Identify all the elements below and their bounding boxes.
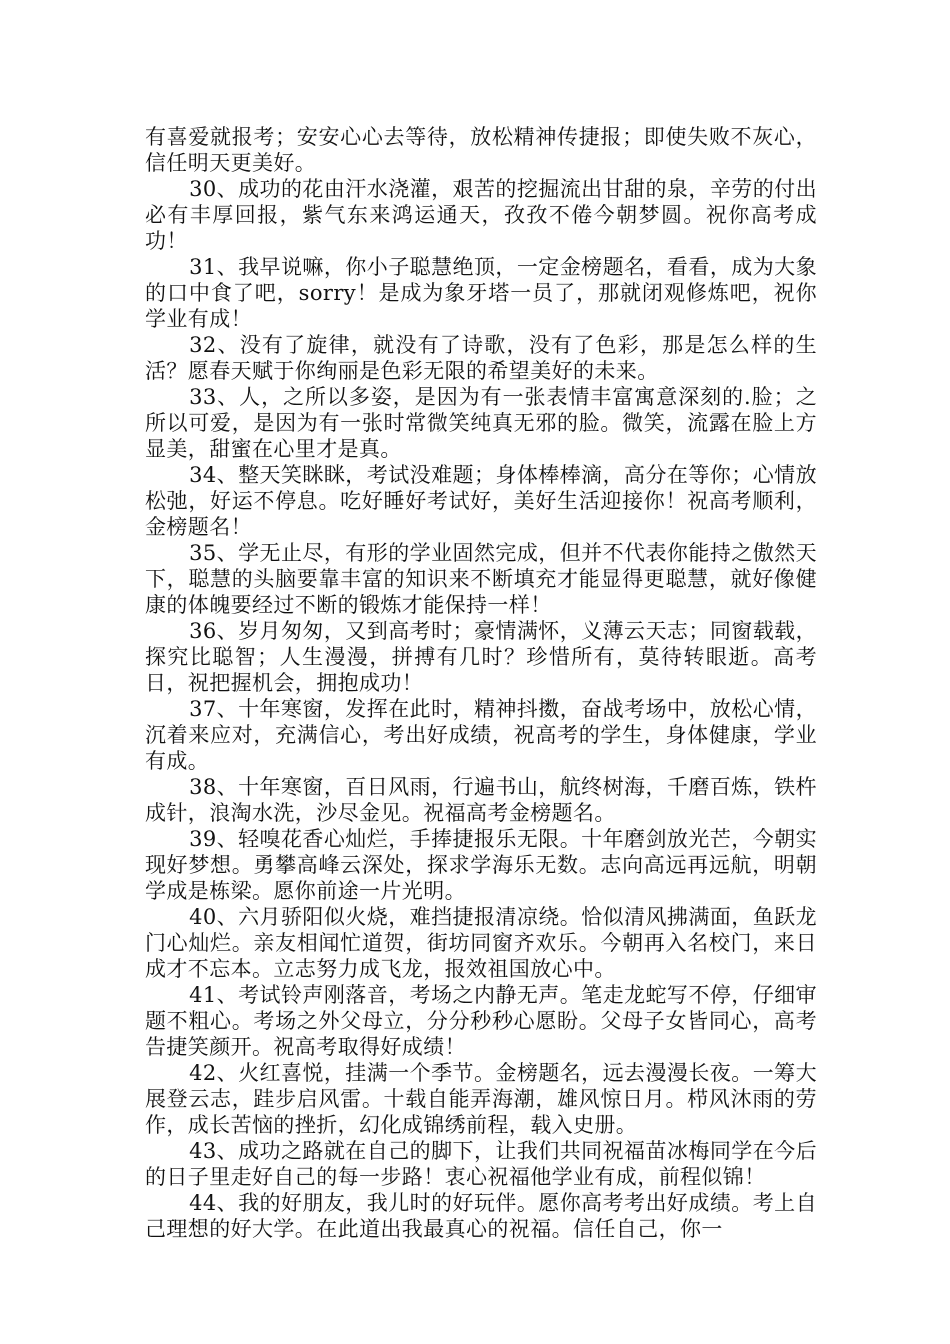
- paragraph-38: 38、十年寒窗，百日风雨，行遍书山，航终树海，千磨百炼，铁杵成针，浪淘水洗，沙尽金见。祝福高考金榜题名。: [145, 775, 817, 825]
- paragraph-34: 34、整天笑眯眯，考试没难题；身体棒棒滴，高分在等你；心情放松弛，好运不停息。吃好睡好考试好，美好生活迎接你！祝高考顺利，金榜题名！: [145, 463, 817, 539]
- paragraph-41: 41、考试铃声刚落音，考场之内静无声。笔走龙蛇写不停，仔细审题不粗心。考场之外父母立，分分秒秒心愿盼。父母子女皆同心，高考告捷笑颜开。祝高考取得好成绩！: [145, 983, 817, 1059]
- paragraph-33: 33、人，之所以多姿，是因为有一张表情丰富寓意深刻的.脸；之所以可爱，是因为有一张时常微笑纯真无邪的脸。微笑，流露在脸上方显美，甜蜜在心里才是真。: [145, 385, 817, 461]
- paragraph-30: 30、成功的花由汗水浇灌，艰苦的挖掘流出甘甜的泉，辛劳的付出必有丰厚回报，紫气东来鸿运通天，孜孜不倦今朝梦圆。祝你高考成功！: [145, 177, 817, 253]
- document-body: [145, 124, 817, 1242]
- paragraph-31: 31、我早说嘛，你小子聪慧绝顶，一定金榜题名，看看，成为大象的口中食了吧，sorry！是成为象牙塔一员了，那就闭观修炼吧，祝你学业有成！: [145, 255, 817, 331]
- paragraph-37: 37、十年寒窗，发挥在此时，精神抖擞，奋战考场中，放松心情，沉着来应对，充满信心，考出好成绩，祝高考的学生，身体健康，学业有成。: [145, 697, 817, 773]
- paragraph-32: 32、没有了旋律，就没有了诗歌，没有了色彩，那是怎么样的生活？愿春天赋于你绚丽是色彩无限的希望美好的未来。: [145, 333, 817, 383]
- paragraph-36: 36、岁月匆匆，又到高考时；豪情满怀，义薄云天志；同窗载载，探究比聪智；人生漫漫，拼搏有几时？珍惜所有，莫待转眼逝。高考日，祝把握机会，拥抱成功！: [145, 619, 817, 695]
- paragraph-40: 40、六月骄阳似火烧，难挡捷报清凉绕。恰似清风拂满面，鱼跃龙门心灿烂。亲友相闻忙道贺，街坊同窗齐欢乐。今朝再入名校门，来日成才不忘本。立志努力成飞龙，报效祖国放心中。: [145, 905, 817, 981]
- paragraph-44: 44、我的好朋友，我儿时的好玩伴。愿你高考考出好成绩。考上自己理想的好大学。在此道出我最真心的祝福。信任自己，你一: [145, 1191, 817, 1241]
- paragraph-continuation: 有喜爱就报考；安安心心去等待，放松精神传捷报；即使失败不灰心，信任明天更美好。: [145, 125, 817, 175]
- paragraph-43: 43、成功之路就在自己的脚下，让我们共同祝福苗冰梅同学在今后的日子里走好自己的每一步路！衷心祝福他学业有成，前程似锦！: [145, 1139, 817, 1189]
- paragraph-39: 39、轻嗅花香心灿烂，手捧捷报乐无限。十年磨剑放光芒，今朝实现好梦想。勇攀高峰云深处，探求学海乐无数。志向高远再远航，明朝学成是栋梁。愿你前途一片光明。: [145, 827, 817, 903]
- paragraph-42: 42、火红喜悦，挂满一个季节。金榜题名，远去漫漫长夜。一筹大展登云志，跬步启风雷。十载自能弄海潮，雄风惊日月。栉风沐雨的劳作，成长苦恼的挫折，幻化成锦绣前程，载入史册。: [145, 1061, 817, 1137]
- paragraph-35: 35、学无止尽，有形的学业固然完成，但并不代表你能持之傲然天下，聪慧的头脑要靠丰富的知识来不断填充才能显得更聪慧，就好像健康的体魄要经过不断的锻炼才能保持一样！: [145, 541, 817, 617]
